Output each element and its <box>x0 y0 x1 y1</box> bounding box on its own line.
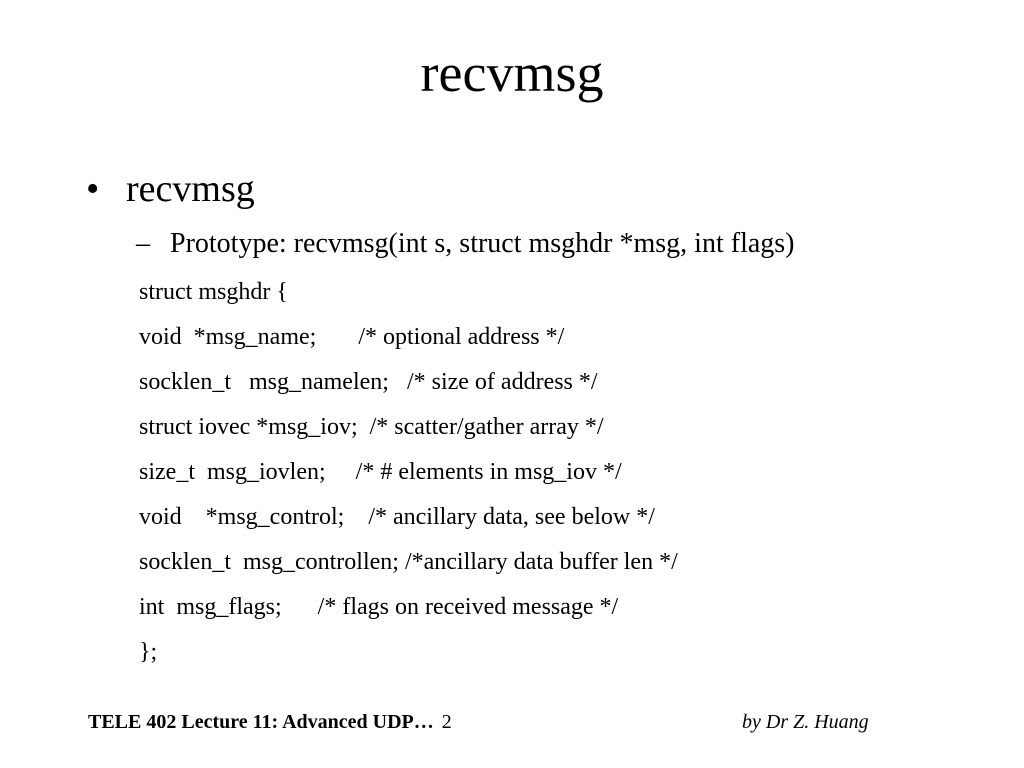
dash-marker: – <box>136 228 150 259</box>
bullet-marker: • <box>86 168 100 210</box>
slide-number: 2 <box>441 711 452 733</box>
code-line: void *msg_control; /* ancillary data, see below */ <box>139 504 655 530</box>
footer-left <box>88 707 452 737</box>
code-line: socklen_t msg_controllen; /*ancillary data buffer len */ <box>139 549 678 575</box>
code-line: struct iovec *msg_iov; /* scatter/gather array */ <box>139 414 604 440</box>
bullet-text: recvmsg <box>126 168 255 210</box>
code-line: struct msghdr { <box>139 279 288 305</box>
sub-item <box>136 224 795 264</box>
prototype-text: Prototype: recvmsg(int s, struct msghdr *msg, int flags) <box>170 228 795 259</box>
code-line: int msg_flags; /* flags on received message */ <box>139 594 619 620</box>
author-credit: by Dr Z. Huang <box>742 711 869 733</box>
code-line: size_t msg_iovlen; /* # elements in msg_iov */ <box>139 459 622 485</box>
struct-definition <box>139 270 678 675</box>
code-line: }; <box>139 639 158 665</box>
code-line: socklen_t msg_namelen; /* size of address */ <box>139 369 598 395</box>
lecture-title: TELE 402 Lecture 11: Advanced UDP… <box>88 711 434 733</box>
slide-title: recvmsg <box>420 43 604 103</box>
code-line: void *msg_name; /* optional address */ <box>139 324 565 350</box>
bullet-item <box>86 166 255 212</box>
